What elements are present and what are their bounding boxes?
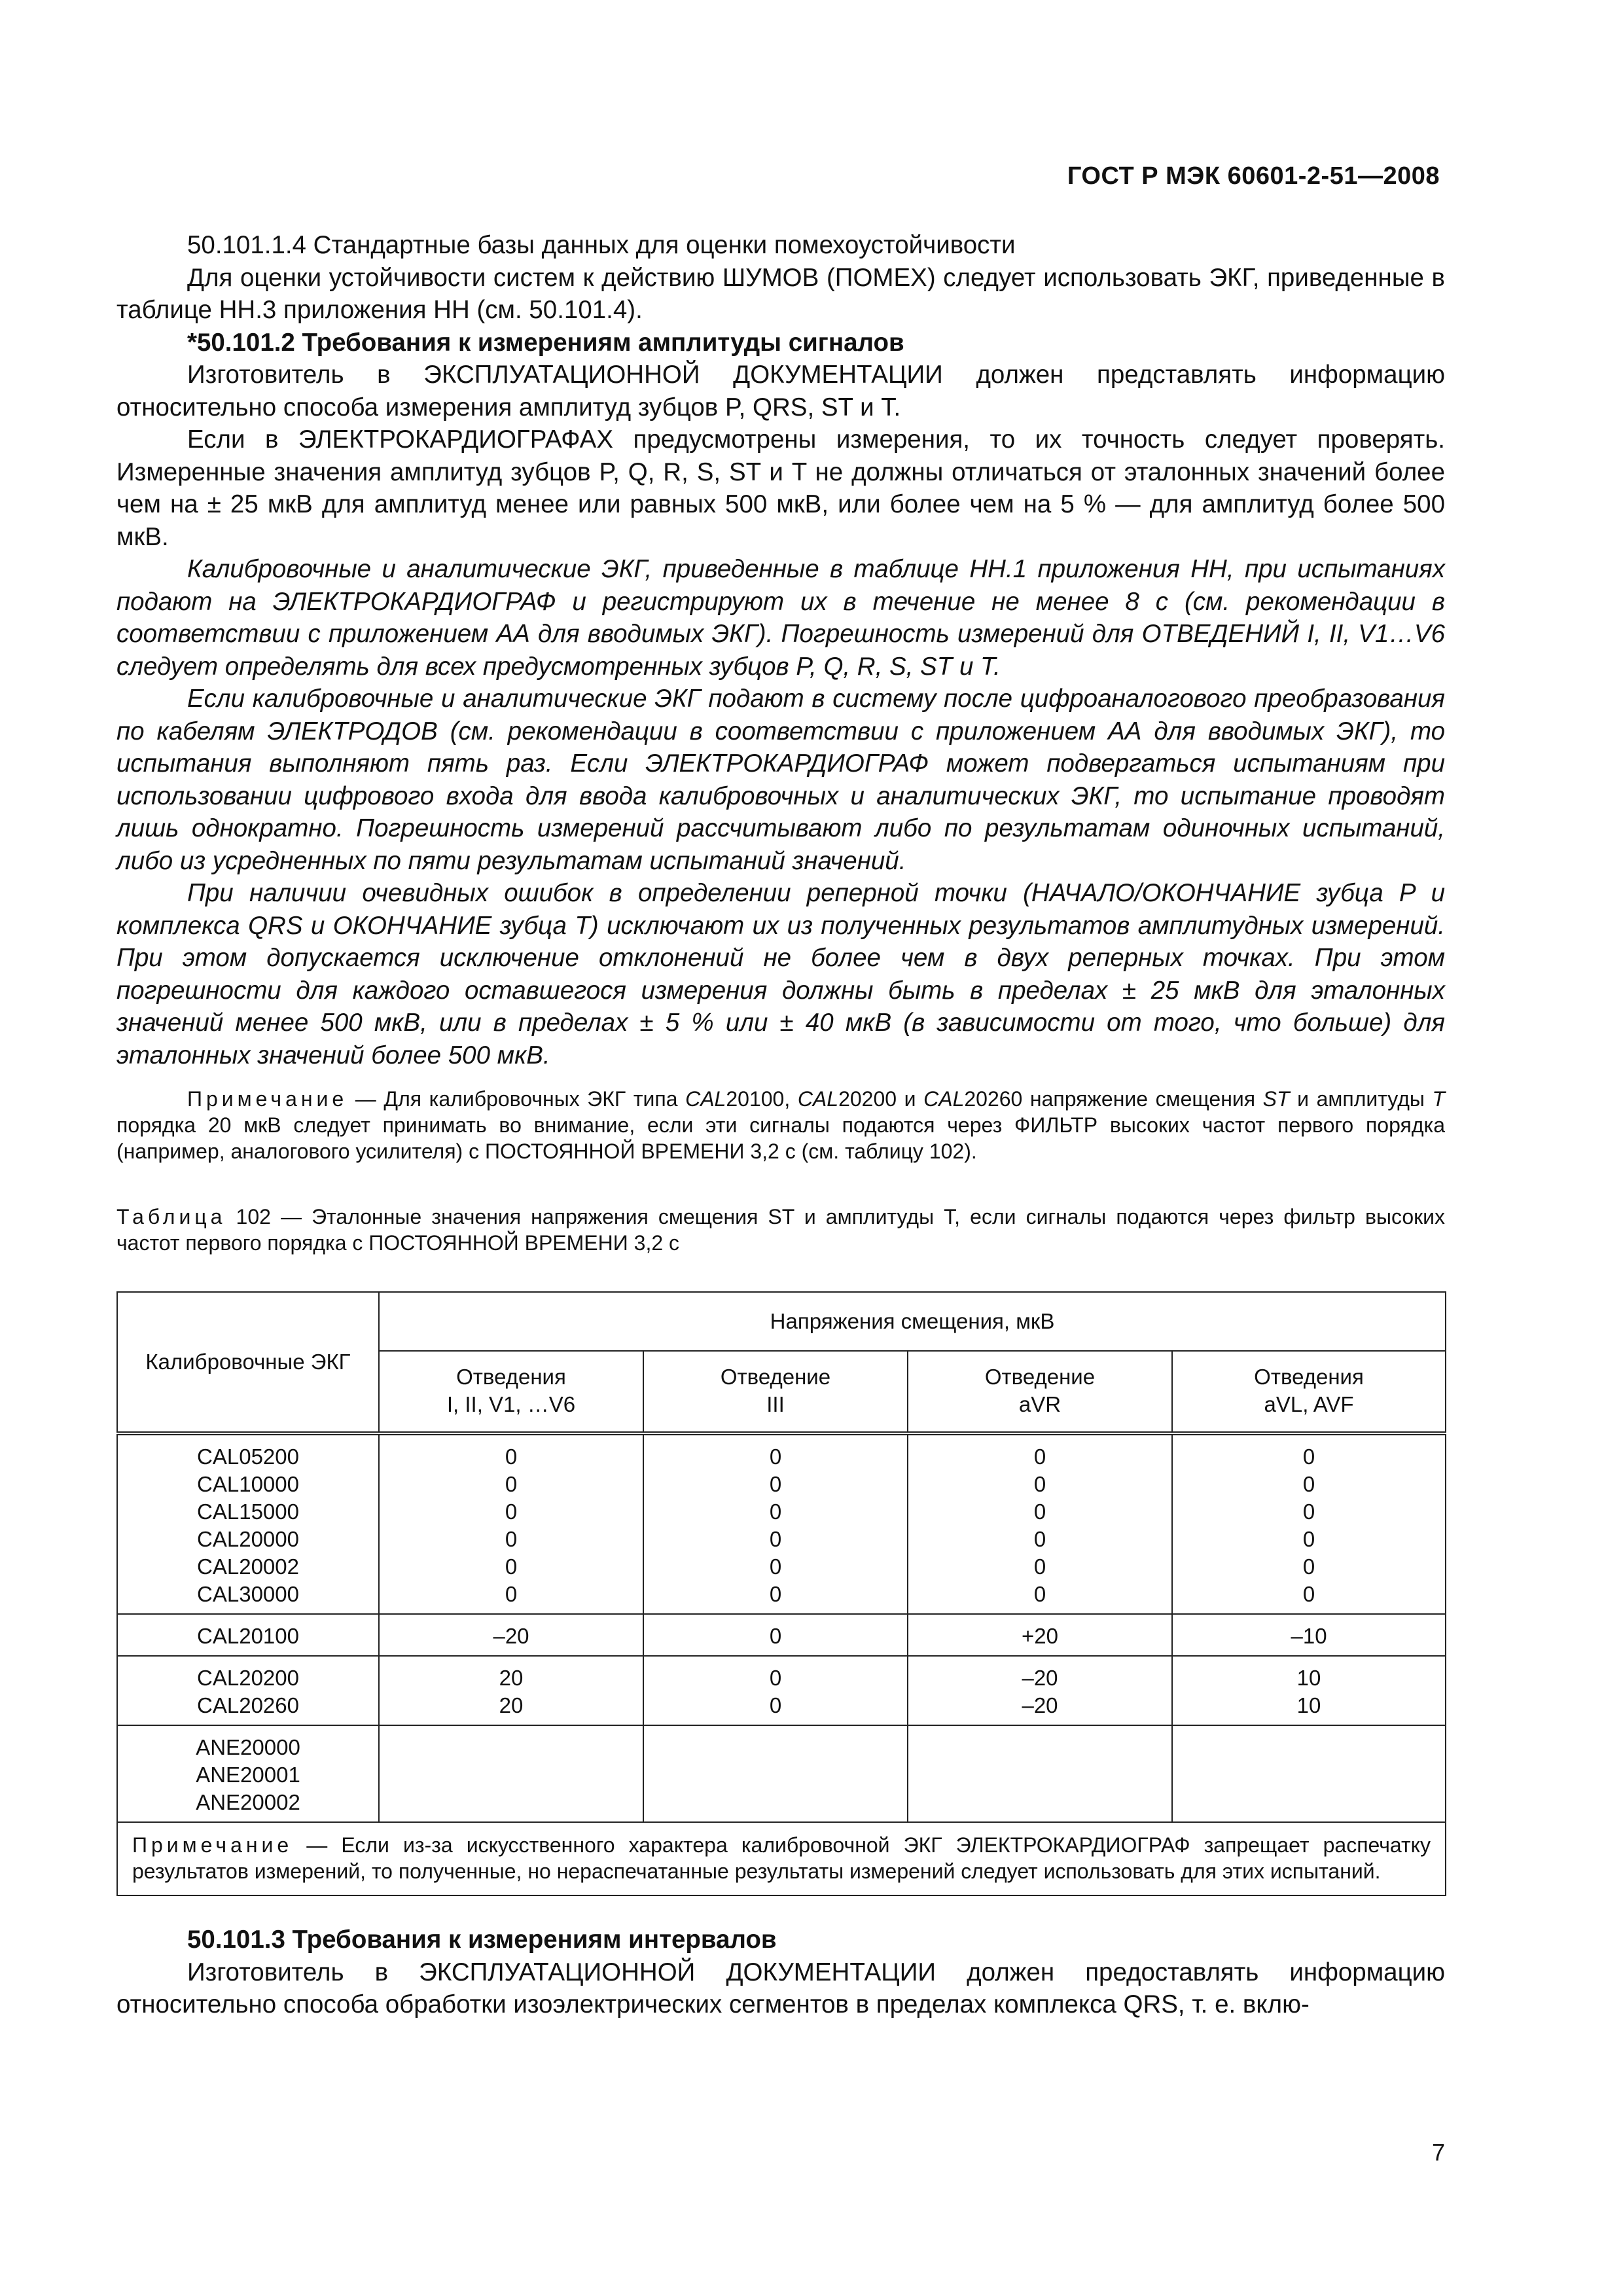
- ecg-name-cell: CAL20100: [117, 1614, 379, 1656]
- value-cell: 20 20: [379, 1656, 643, 1725]
- paragraph: Изготовитель в ЭКСПЛУАТАЦИОННОЙ ДОКУМЕНТАЦИИ должен предоставлять информацию относительно способа обработки изоэлектрических сегментов в пределах комплекса QRS, т. е. вклю-: [116, 1958, 1445, 2018]
- column-header-ecg: Калибровочные ЭКГ: [117, 1292, 379, 1433]
- note-label: Примечание: [187, 1087, 348, 1111]
- table-caption-label: Таблица: [116, 1205, 226, 1229]
- value-cell: [1172, 1725, 1446, 1822]
- table-row: [117, 1614, 1446, 1656]
- value-cell: 10 10: [1172, 1656, 1446, 1725]
- ecg-name-cell: CAL20200 CAL20260: [117, 1656, 379, 1725]
- paragraph-italic: Калибровочные и аналитические ЭКГ, приведенные в таблице НН.1 приложения НН, при испытаниях подают на ЭЛЕКТРОКАРДИОГРАФ и регистрируют их в течение не менее 8 с (см. рекомендации в соответствии с приложением АА для вводимых ЭКГ). Погрешность измерений для ОТВЕДЕНИЙ I, II, V1…V6 следует определять для всех предусмотренных зубцов P, Q, R, S, ST и T.: [116, 555, 1445, 681]
- table-row: [117, 1725, 1446, 1822]
- paragraph-italic: Если калибровочные и аналитические ЭКГ подают в систему после цифроаналогового преобразования по кабелям ЭЛЕКТРОДОВ (см. рекомендации в соответствии с приложением АА для вводимых ЭКГ), то испытания выполняют пять раз. Если ЭЛЕКТРОКАРДИОГРАФ может подвергаться испытаниям при использовании цифрового входа для ввода калибровочных и аналитических ЭКГ, то испытание проводят лишь однократно. Погрешность измерений рассчитывают либо по результатам одиночных испытаний, либо из усредненных по пяти результатам испытаний значений.: [116, 685, 1445, 875]
- value-cell: [643, 1725, 908, 1822]
- page-content: [116, 229, 1445, 2021]
- table-row: [117, 1656, 1446, 1725]
- value-cell: 0 0 0 0 0 0: [908, 1433, 1172, 1614]
- column-header-leads-avl-avf: Отведения aVL, AVF: [1172, 1351, 1446, 1433]
- value-cell: 0: [643, 1614, 908, 1656]
- value-cell: 0 0 0 0 0 0: [1172, 1433, 1446, 1614]
- note-paragraph: Примечание — Для калибровочных ЭКГ типа CAL20100, CAL20200 и CAL20260 напряжение смещения ST и амплитуды T порядка 20 мкВ следует принимать во внимание, если эти сигналы подаются через ФИЛЬТР высоких частот первого порядка (например, аналогового усилителя) с ПОСТОЯННОЙ ВРЕМЕНИ 3,2 с (см. таблицу 102).: [116, 1087, 1446, 1163]
- column-header-leads-1: Отведения I, II, V1, …V6: [379, 1351, 643, 1433]
- page-number: 7: [1431, 2139, 1445, 2166]
- paragraph-italic: При наличии очевидных ошибок в определении реперной точки (НАЧАЛО/ОКОНЧАНИЕ зубца P и комплекса QRS и ОКОНЧАНИЕ зубца T) исключают их из полученных результатов амплитудных измерений. При этом допускается исключение отклонений не более чем в двух реперных точках. При этом погрешности для каждого оставшегося измерения должны быть в пределах ± 25 мкВ для эталонных значений менее 500 мкВ, или в пределах ± 5 % или ± 40 мкВ (в зависимости от того, что больше) для эталонных значений более 500 мкВ.: [116, 879, 1445, 1069]
- value-cell: [379, 1725, 643, 1822]
- reference-values-table: [116, 1291, 1446, 1896]
- table-row: [117, 1433, 1446, 1614]
- column-header-lead-avr: Отведение aVR: [908, 1351, 1172, 1433]
- value-cell: 0 0 0 0 0 0: [379, 1433, 643, 1614]
- section-heading-50-101-3: 50.101.3 Требования к измерениям интервалов: [187, 1926, 777, 1954]
- paragraph: Если в ЭЛЕКТРОКАРДИОГРАФАХ предусмотрены измерения, то их точность следует проверять. Измеренные значения амплитуд зубцов P, Q, R, S, ST и T не должны отличаться от эталонных значений более чем на ± 25 мкВ для амплитуд менее или равных 500 мкВ, или более чем на 5 % — для амплитуд более 500 мкВ.: [116, 425, 1445, 551]
- table-body: [117, 1433, 1446, 1822]
- table-header-row: [117, 1292, 1446, 1351]
- table-note-row: [117, 1822, 1446, 1895]
- value-cell: 0 0: [643, 1656, 908, 1725]
- value-cell: [908, 1725, 1172, 1822]
- ecg-name-cell: CAL05200 CAL10000 CAL15000 CAL20000 CAL20002 CAL30000: [117, 1433, 379, 1614]
- paragraph: Изготовитель в ЭКСПЛУАТАЦИОННОЙ ДОКУМЕНТАЦИИ должен представлять информацию относительно способа измерения амплитуд зубцов P, QRS, ST и T.: [116, 361, 1445, 422]
- table-note: Примечание — Если из-за искусственного характера калибровочной ЭКГ ЭЛЕКТРОКАРДИОГРАФ запрещает распечатку результатов измерений, то полученные, но нераспечатанные результаты измерений следует использовать для этих испытаний.: [117, 1822, 1446, 1895]
- table-caption: Таблица 102 — Эталонные значения напряжения смещения ST и амплитуды T, если сигналы подаются через фильтр высоких частот первого порядка с ПОСТОЯННОЙ ВРЕМЕНИ 3,2 с: [116, 1205, 1445, 1255]
- value-cell: –20 –20: [908, 1656, 1172, 1725]
- section-heading-50-101-2: *50.101.2 Требования к измерениям амплитуды сигналов: [187, 328, 904, 357]
- column-header-lead-iii: Отведение III: [643, 1351, 908, 1433]
- table-note-label: Примечание: [132, 1833, 293, 1857]
- ecg-name-cell: ANE20000 ANE20001 ANE20002: [117, 1725, 379, 1822]
- paragraph: Для оценки устойчивости систем к действию ШУМОВ (ПОМЕХ) следует использовать ЭКГ, приведенные в таблице НН.3 приложения НН (см. 50.101.4).: [116, 263, 1445, 324]
- standard-designation: ГОСТ Р МЭК 60601-2-51—2008: [1067, 162, 1440, 190]
- section-heading-50-101-1-4: 50.101.1.4 Стандартные базы данных для оценки помехоустойчивости: [187, 231, 1016, 259]
- value-cell: 0 0 0 0 0 0: [643, 1433, 908, 1614]
- column-group-header: Напряжения смещения, мкВ: [379, 1292, 1446, 1351]
- value-cell: +20: [908, 1614, 1172, 1656]
- value-cell: –20: [379, 1614, 643, 1656]
- value-cell: –10: [1172, 1614, 1446, 1656]
